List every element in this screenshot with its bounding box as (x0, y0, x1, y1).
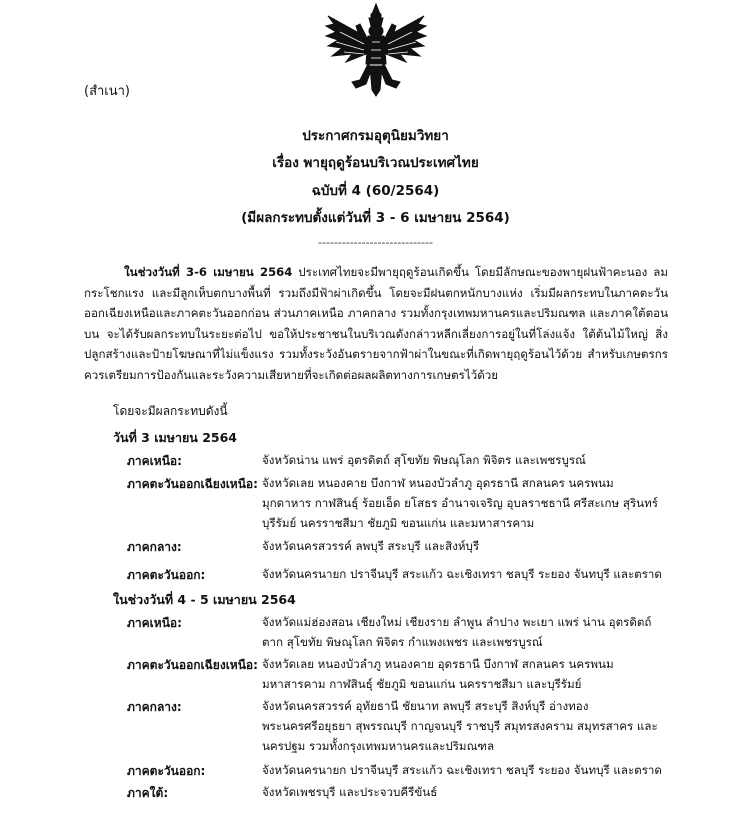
region-name: ภาคตะวันออก: (127, 764, 206, 778)
region-name: ภาคเหนือ: (127, 616, 182, 630)
region-provinces: จังหวัดนครสวรรค์ อุทัยธานี ชัยนาท ลพบุรี สระบุรี สิงห์บุรี อ่างทอง พระนครศรีอยุธยา สุพรรณบุรี กาญจนบุรี ราชบุรี สมุทรสงคราม สมุทรสาคร และนครปฐม รวมทั้งกรุงเทพมหานครและปริมณฑล (262, 699, 658, 753)
region-name: ภาคใต้: (127, 786, 169, 800)
region-provinces: จังหวัดเลย หนองบัวลำภู หนองคาย อุดรธานี บึงกาฬ สกลนคร นครพนม มหาสารคาม กาฬสินธุ์ ชัยภูมิ ขอนแก่น นครราชสีมา และบุรีรัมย์ (262, 657, 614, 691)
paragraph-body: ประเทศไทยจะมีพายุฤดูร้อนเกิดขึ้น โดยมีลักษณะของพายุฝนฟ้าคะนอง ลมกระโชกแรง และมีลูกเห็บตกบางพื้นที่ รวมถึงมีฟ้าผ่าเกิดขึ้น โดยจะมีฝนตกหนักบางแห่ง เริ่มมีผลกระทบในภาคตะวันออกเฉียงเหนือและภาคตะวันออกก่อน ส่วนภาคเหนือ ภาคกลาง รวมทั้งกรุงเทพมหานครและปริมณฑล และภาคใต้ตอนบน จะได้รับผลกระทบในระยะต่อไป ขอให้ประชาชนในบริเวณดังกล่าวหลีกเลี่ยงการอยู่ในที่โล่งแจ้ง ใต้ต้นไม้ใหญ่ สิ่งปลูกสร้างและป้ายโฆษณาที่ไม่แข็งแรง รวมทั้งระวังอันตรายจากฟ้าผ่าในขณะที่เกิดพายุฤดูร้อนไว้ด้วย สำหรับเกษตรกรควรเตรียมการป้องกันและระวังความเสียหายที่จะเกิดต่อผลผลิตทางการเกษตรไว้ด้วย (84, 265, 668, 382)
garuda-emblem-icon (322, 2, 430, 98)
region-name: ภาคตะวันออกเฉียงเหนือ: (127, 477, 258, 491)
region-provinces: จังหวัดนครสวรรค์ ลพบุรี สระบุรี และสิงห์บุรี (262, 539, 480, 553)
impact-intro: โดยจะมีผลกระทบดังนี้ (113, 404, 228, 418)
section-date: วันที่ 3 เมษายน 2564 (113, 430, 237, 445)
body-paragraph (84, 262, 668, 386)
region-provinces: จังหวัดน่าน แพร่ อุตรดิตถ์ สุโขทัย พิษณุโลก พิจิตร และเพชรบูรณ์ (262, 453, 586, 467)
region-provinces: จังหวัดแม่ฮ่องสอน เชียงใหม่ เชียงราย ลำพูน ลำปาง พะเยา แพร่ น่าน อุตรดิตถ์ ตาก สุโขทัย พิษณุโลก พิจิตร กำแพงเพชร และเพชรบูรณ์ (262, 615, 652, 649)
subject-title: เรื่อง พายุฤดูร้อนบริเวณประเทศไทย (272, 155, 479, 171)
region-provinces: จังหวัดนครนายก ปราจีนบุรี สระแก้ว ฉะเชิงเทรา ชลบุรี ระยอง จันทบุรี และตราด (262, 567, 662, 581)
region-name: ภาคเหนือ: (127, 454, 182, 468)
effective-dates: (มีผลกระทบตั้งแต่วันที่ 3 - 6 เมษายน 2564) (241, 210, 510, 226)
divider: ----------------------------- (317, 236, 434, 249)
region-name: ภาคตะวันออกเฉียงเหนือ: (127, 658, 258, 672)
region-provinces: จังหวัดเพชรบุรี และประจวบคีรีขันธ์ (262, 785, 438, 799)
copy-label: (สำเนา) (84, 84, 131, 99)
issuer-title: ประกาศกรมอุตุนิยมวิทยา (302, 128, 449, 144)
section-date: ในช่วงวันที่ 4 - 5 เมษายน 2564 (113, 592, 296, 607)
region-name: ภาคกลาง: (127, 700, 182, 714)
region-provinces: จังหวัดเลย หนองคาย บึงกาฬ หนองบัวลำภู อุดรธานี สกลนคร นครพนม มุกดาหาร กาฬสินธุ์ ร้อยเอ็ด ยโสธร อำนาจเจริญ อุบลราชธานี ศรีสะเกษ สุรินทร์ บุรีรัมย์ นครราชสีมา ชัยภูมิ ขอนแก่น และมหาสารคาม (262, 476, 658, 530)
issue-number: ฉบับที่ 4 (60/2564) (311, 183, 440, 199)
region-provinces: จังหวัดนครนายก ปราจีนบุรี สระแก้ว ฉะเชิงเทรา ชลบุรี ระยอง จันทบุรี และตราด (262, 763, 662, 777)
region-name: ภาคกลาง: (127, 540, 182, 554)
paragraph-lead: ในช่วงวันที่ 3-6 เมษายน 2564 (124, 265, 293, 279)
region-name: ภาคตะวันออก: (127, 568, 206, 582)
